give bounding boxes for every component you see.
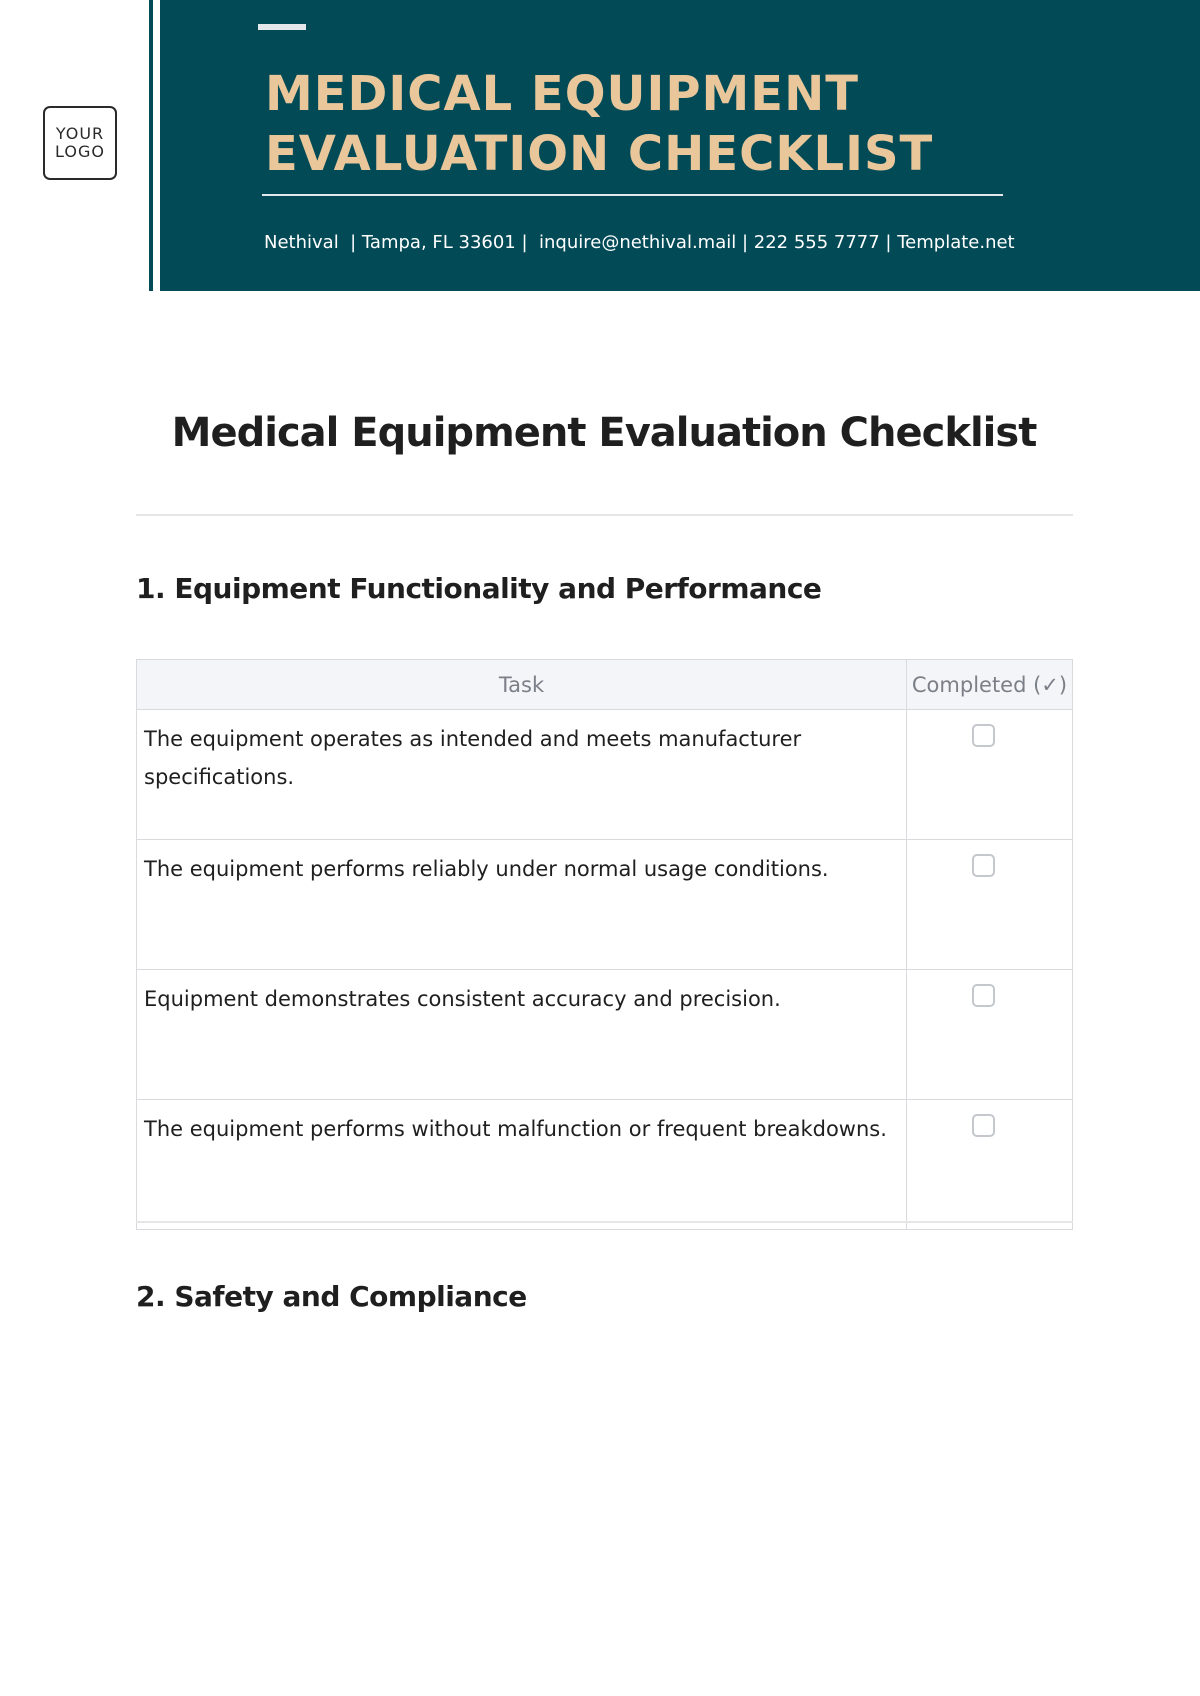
divider-bottom xyxy=(136,1221,1073,1223)
completed-cell xyxy=(907,840,1073,970)
document-title: Medical Equipment Evaluation Checklist xyxy=(171,410,1037,456)
divider-top xyxy=(136,514,1073,516)
task-cell: Equipment demonstrates consistent accuracy and precision. xyxy=(137,970,907,1100)
table-header-row xyxy=(137,660,1073,710)
header-contact: Nethival | Tampa, FL 33601 | inquire@nethival.mail | 222 555 7777 | Template.net xyxy=(264,232,1015,253)
checkbox[interactable] xyxy=(972,724,995,747)
table-row xyxy=(137,710,1073,840)
header-title-line-1: MEDICAL EQUIPMENT xyxy=(265,66,860,122)
completed-cell xyxy=(907,710,1073,840)
table-row xyxy=(137,970,1073,1100)
header-title xyxy=(265,64,1045,184)
checkbox[interactable] xyxy=(972,854,995,877)
table-row xyxy=(137,840,1073,970)
task-cell: The equipment operates as intended and meets manufacturer specifications. xyxy=(137,710,907,840)
checkbox[interactable] xyxy=(972,1114,995,1137)
header-title-line-2: EVALUATION CHECKLIST xyxy=(265,126,934,182)
checklist-table xyxy=(136,659,1073,1230)
header-rule xyxy=(262,194,1003,196)
logo-line-2: LOGO xyxy=(55,142,105,161)
column-header-task: Task xyxy=(137,660,907,710)
table-row xyxy=(137,1100,1073,1230)
header-accent-line xyxy=(149,0,153,291)
header-dash xyxy=(258,24,306,30)
logo-line-1: YOUR xyxy=(55,124,105,143)
logo xyxy=(43,106,117,180)
section-heading-2: 2. Safety and Compliance xyxy=(136,1280,527,1313)
task-cell: The equipment performs reliably under normal usage conditions. xyxy=(137,840,907,970)
completed-cell xyxy=(907,970,1073,1100)
section-heading-1: 1. Equipment Functionality and Performance xyxy=(136,572,822,605)
checkbox[interactable] xyxy=(972,984,995,1007)
completed-cell xyxy=(907,1100,1073,1230)
column-header-completed: Completed (✓) xyxy=(907,660,1073,710)
task-cell: The equipment performs without malfunction or frequent breakdowns. xyxy=(137,1100,907,1230)
